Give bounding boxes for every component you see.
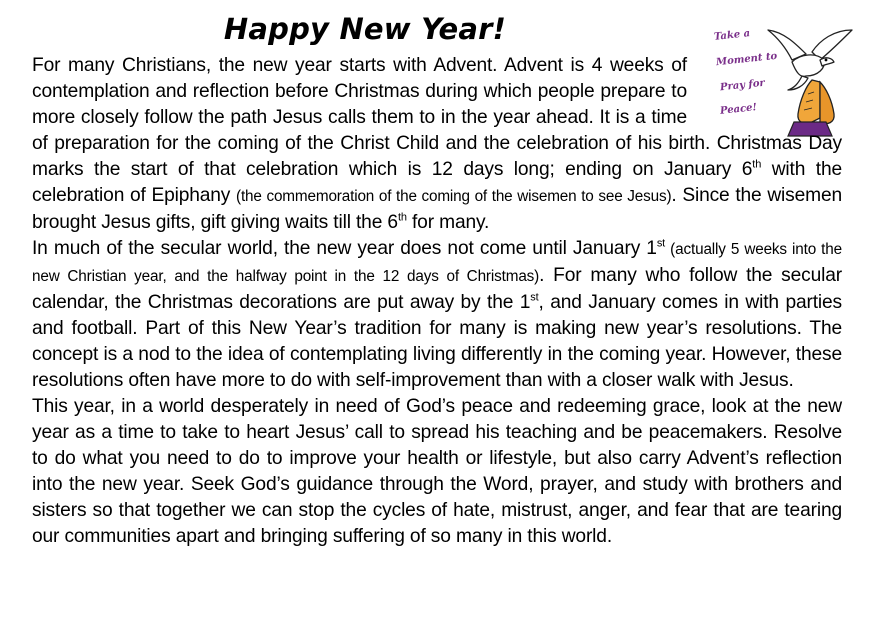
caption-line-3: Pray for [719, 77, 766, 94]
p1-sup-1: th [752, 158, 762, 171]
p1-text-3: . Since the wisemen brought Jesus gifts, gift giving waits till the 6 [32, 185, 842, 233]
p2-text-2: . For many who follow the secular calendar, the Christmas decorations are put away by the 1 [32, 265, 842, 313]
p1-sup-2: th [397, 211, 407, 224]
p1-small-note: (the commemoration of the coming of the wisemen to see Jesus) [236, 188, 672, 205]
p2-sup-1: st [656, 237, 666, 250]
caption-line-4: Peace! [719, 102, 758, 117]
p2-small-note: (actually 5 weeks into the new Christian year, and the halfway point in the 12 days of Christmas) [32, 241, 842, 285]
p1-text-1: For many Christians, the new year starts with Advent. Advent is 4 weeks of contemplation and reflection before Christmas during which people prepare to more closely follow the path Jesus calls them to in the year ahead. It is a time of preparation for the coming of the Christ Child and the celebration of his birth. Christmas Day marks the start of that celebration which is 12 days long; ending on January 6 [32, 55, 842, 180]
p2-text-1: In much of the secular world, the new year does not come until January 1 [32, 238, 657, 259]
caption-line-1: Take a [713, 28, 751, 43]
p1-text-2: with the celebration of Epiphany [32, 159, 842, 206]
paragraph-secular-new-year [32, 236, 842, 394]
caption-line-2: Moment to [715, 50, 778, 69]
page-title: Happy New Year! [223, 12, 507, 46]
p1-text-4: for many. [406, 212, 490, 233]
p2-text-3: , and January comes in with parties and football. Part of this New Year’s tradition for many is making new year’s resolutions. The concept is a nod to the idea of contemplating living differently in the coming year. However, these resolutions often have more to do with self-improvement than with a closer walk with Jesus. [32, 292, 842, 391]
paragraph-this-year: This year, in a world desperately in need of God’s peace and redeeming grace, look at the new year as a time to take to heart Jesus’ call to spread his teaching and be peacemakers. Resolve to do what you need to do to improve your health or lifestyle, but also carry Advent’s reflection into the new year. Seek God’s guidance through the Word, prayer, and study with brothers and sisters so that together we can stop the cycles of hate, mistrust, anger, and fear that are tearing our communities apart and bringing suffering of so many in this world. [32, 396, 842, 547]
illustration-spacer [687, 50, 842, 131]
p2-sup-2: st [530, 291, 539, 304]
article-body [32, 50, 842, 550]
